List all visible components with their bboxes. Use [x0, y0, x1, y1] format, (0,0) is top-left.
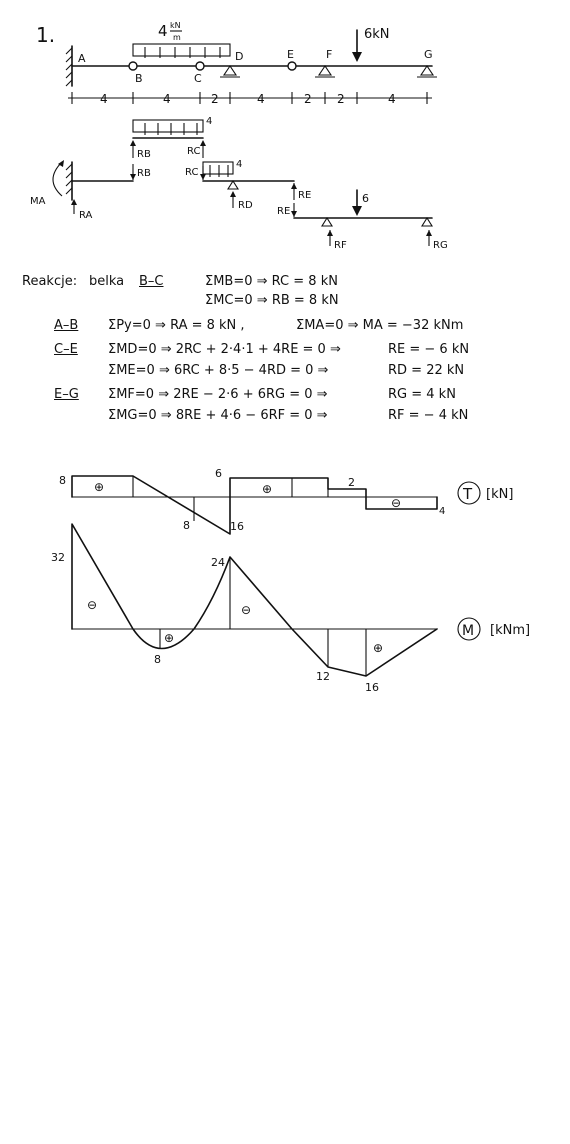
fbd-bc-rc-head — [200, 140, 206, 146]
moment-label-32: 32 — [51, 551, 65, 564]
fbd-rc-2: RC — [185, 167, 199, 178]
shear-label-6: 6 — [215, 467, 222, 480]
shear-sign-minus: ⊖ — [391, 496, 402, 510]
span-4: 4 — [257, 92, 265, 106]
fbd-re-2: RE — [277, 206, 291, 217]
hinge-b — [129, 62, 137, 70]
fbd-bc-load-label: 4 — [206, 116, 213, 127]
moment-label-16: 16 — [365, 681, 379, 694]
point-e: E — [287, 48, 294, 61]
fbd-ra: RA — [79, 210, 93, 221]
fbd-ce-load-arrows — [210, 165, 228, 177]
eq-heading: Reakcje: — [22, 274, 78, 289]
eq-ce-2-result: RD = 22 kN — [388, 363, 465, 378]
force-arrow-head — [352, 52, 362, 62]
fbd-ce-support-d — [228, 181, 238, 189]
fbd-bc-rb-head — [130, 140, 136, 146]
moment-label-12: 12 — [316, 670, 330, 683]
fbd-ce-rc-head — [200, 174, 206, 180]
moment-sign-minus-1: ⊖ — [87, 598, 98, 612]
load-unit-top: kN — [170, 21, 181, 30]
moment-diagram — [51, 524, 530, 694]
shear-outline — [72, 476, 437, 534]
support-d — [224, 66, 236, 75]
moment-unit: [kNm] — [490, 623, 531, 638]
shear-diagram — [59, 467, 513, 534]
fbd-eg-re-head — [291, 211, 297, 217]
eq-ce-label: C–E — [54, 342, 78, 357]
moment-label-24: 24 — [211, 556, 225, 569]
fbd-eg-support-f — [322, 218, 332, 226]
fbd-rb-2: RB — [137, 168, 151, 179]
eq-bc-label: B–C — [139, 274, 164, 289]
problem-number: 1. — [36, 23, 56, 47]
support-g — [421, 66, 433, 75]
shear-label-8b: 8 — [183, 519, 190, 532]
fbd-ce-load-label: 4 — [236, 159, 243, 170]
shear-sign-plus-2: ⊕ — [262, 482, 273, 496]
moment-symbol: M — [462, 623, 475, 639]
shear-label-4: 4 — [439, 506, 446, 517]
support-f — [319, 66, 331, 75]
fbd-bc-load — [133, 120, 203, 132]
eq-eg-label: E–G — [54, 387, 79, 402]
eq-eg-1-result: RG = 4 kN — [388, 387, 456, 402]
span-6: 2 — [337, 92, 345, 106]
hinge-e — [288, 62, 296, 70]
fbd-bc-load-arrows — [145, 123, 197, 135]
eq-ab-label: A–B — [54, 318, 79, 333]
point-a: A — [78, 52, 86, 65]
main-beam — [66, 21, 437, 106]
eq-beam-word: belka — [89, 274, 125, 289]
eq-eg-2-result: RF = − 4 kN — [388, 408, 469, 423]
moment-section-lines — [160, 557, 366, 676]
shear-label-16: 16 — [230, 520, 244, 533]
shear-symbol: T — [463, 485, 473, 503]
span-3: 2 — [211, 92, 219, 106]
shear-label-8a: 8 — [59, 474, 66, 487]
load-value: 4 — [158, 22, 168, 40]
eq-ab-1: ΣPy=0 ⇒ RA = 8 kN , — [108, 318, 245, 333]
fbd-ma: MA — [30, 196, 46, 207]
hinge-c — [196, 62, 204, 70]
fbd-rg: RG — [433, 240, 448, 251]
eq-bc-1: ΣMB=0 ⇒ RC = 8 kN — [205, 274, 338, 289]
fbd-eg-force-head — [352, 206, 362, 216]
shear-unit: [kN] — [486, 487, 514, 502]
span-1: 4 — [100, 92, 108, 106]
span-7: 4 — [388, 92, 396, 106]
fbd-ab-hatch — [66, 164, 72, 194]
eq-eg-2: ΣMG=0 ⇒ 8RE + 4·6 − 6RF = 0 ⇒ — [108, 408, 328, 423]
fbd-rc-1: RC — [187, 146, 201, 157]
load-unit-bottom: m — [173, 33, 181, 42]
moment-sign-minus-2: ⊖ — [241, 603, 252, 617]
span-5: 2 — [304, 92, 312, 106]
fixed-support-hatch — [66, 48, 72, 86]
point-c: C — [194, 72, 202, 85]
point-g: G — [424, 48, 433, 61]
fbd-ce-re-head — [291, 183, 297, 189]
fbd-moment-arc — [53, 162, 62, 196]
distributed-load-box — [133, 44, 230, 56]
eq-ce-1-result: RE = − 6 kN — [388, 342, 470, 357]
span-2: 4 — [163, 92, 171, 106]
eq-eg-1: ΣMF=0 ⇒ 2RE − 2·6 + 6RG = 0 ⇒ — [108, 387, 328, 402]
eq-ce-2: ΣME=0 ⇒ 6RC + 8·5 − 4RD = 0 ⇒ — [108, 363, 329, 378]
fbd-re-1: RE — [298, 190, 312, 201]
moment-sign-plus-2: ⊕ — [373, 641, 384, 655]
moment-label-8: 8 — [154, 653, 161, 666]
shear-label-2: 2 — [348, 476, 355, 489]
fbd-rf-head — [327, 230, 333, 236]
eq-ce-1: ΣMD=0 ⇒ 2RC + 2·4·1 + 4RE = 0 ⇒ — [108, 342, 341, 357]
point-b: B — [135, 72, 143, 85]
fbd-rd: RD — [238, 200, 253, 211]
shear-sign-plus-1: ⊕ — [94, 480, 105, 494]
fbd-eg-support-g — [422, 218, 432, 226]
eq-ab-2: ΣMA=0 ⇒ MA = −32 kNm — [296, 318, 464, 333]
point-f: F — [326, 48, 333, 61]
eq-bc-2: ΣMC=0 ⇒ RB = 8 kN — [205, 293, 339, 308]
force-label: 6kN — [364, 27, 390, 42]
moment-sign-plus-1: ⊕ — [164, 631, 175, 645]
fbd-rd-head — [230, 191, 236, 197]
fbd-rf: RF — [334, 240, 347, 251]
fbd-rg-head — [426, 230, 432, 236]
fbd-ab-rb-head — [130, 174, 136, 180]
point-d: D — [235, 50, 244, 63]
fbd-rb-1: RB — [137, 149, 151, 160]
free-body-diagrams — [30, 116, 448, 251]
fbd-eg-force-label: 6 — [362, 192, 369, 205]
